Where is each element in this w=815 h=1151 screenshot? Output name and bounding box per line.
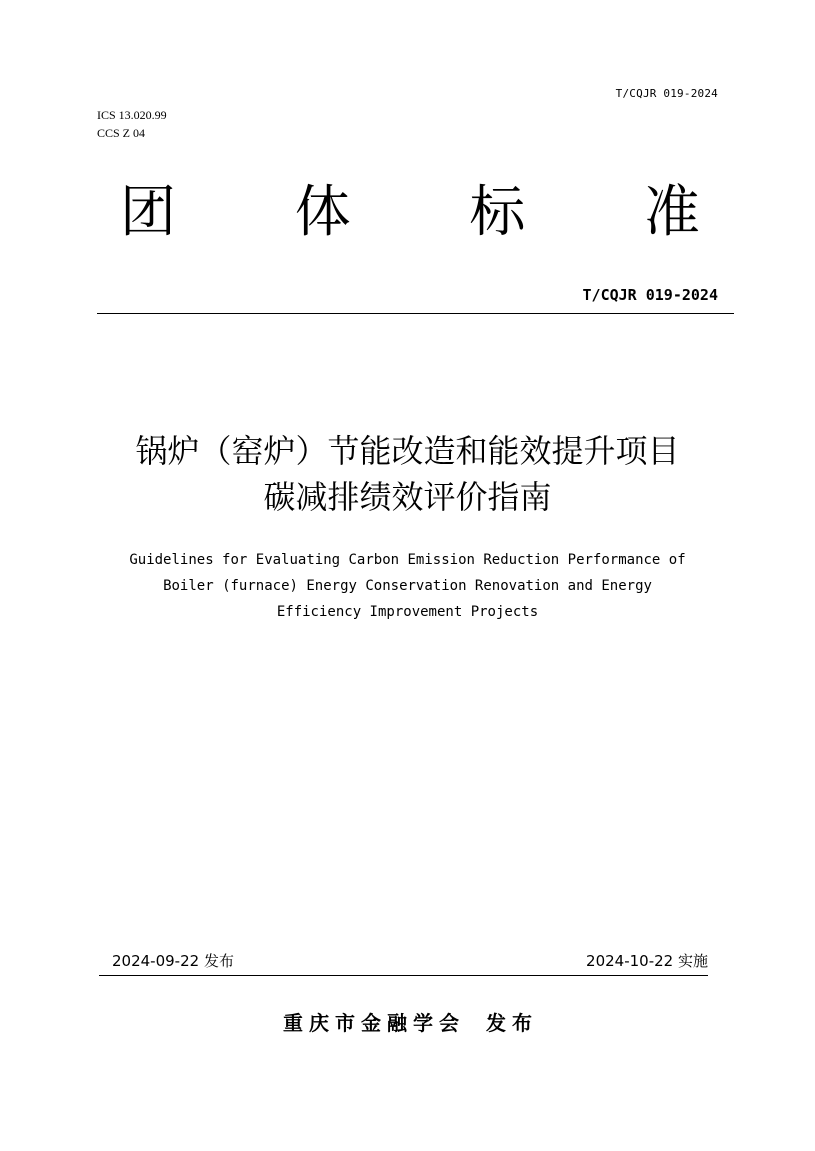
standard-type-title — [97, 178, 717, 248]
english-title — [0, 547, 815, 625]
english-title-line-2: Boiler (furnace) Energy Conservation Renovation and Energy — [163, 578, 652, 594]
doc-code: T/CQJR 019-2024 — [582, 286, 718, 304]
classification-block — [97, 106, 167, 142]
standard-type-char: 标 — [469, 180, 526, 245]
doc-code-header: T/CQJR 019-2024 — [615, 87, 718, 100]
chinese-title — [0, 428, 815, 520]
chinese-title-line-1: 锅炉（窑炉）节能改造和能效提升项目 — [135, 432, 680, 470]
chinese-title-line-2: 碳减排绩效评价指南 — [263, 478, 552, 516]
standard-type-char: 团 — [120, 180, 176, 245]
implementation-date: 2024-10-22 实施 — [586, 952, 708, 970]
top-divider — [97, 313, 734, 314]
bottom-divider — [99, 975, 708, 976]
issue-date: 2024-09-22 发布 — [112, 952, 234, 970]
english-title-line-3: Efficiency Improvement Projects — [276, 604, 539, 620]
standard-type-char: 体 — [294, 180, 351, 245]
ics-code: ICS 13.020.99 — [97, 108, 167, 122]
publisher: 重庆市金融学会 发布 — [283, 1011, 538, 1035]
standard-type-char: 准 — [643, 180, 700, 245]
english-title-line-1: Guidelines for Evaluating Carbon Emission Reduction Performance of — [129, 552, 686, 568]
ccs-code: CCS Z 04 — [97, 126, 146, 140]
